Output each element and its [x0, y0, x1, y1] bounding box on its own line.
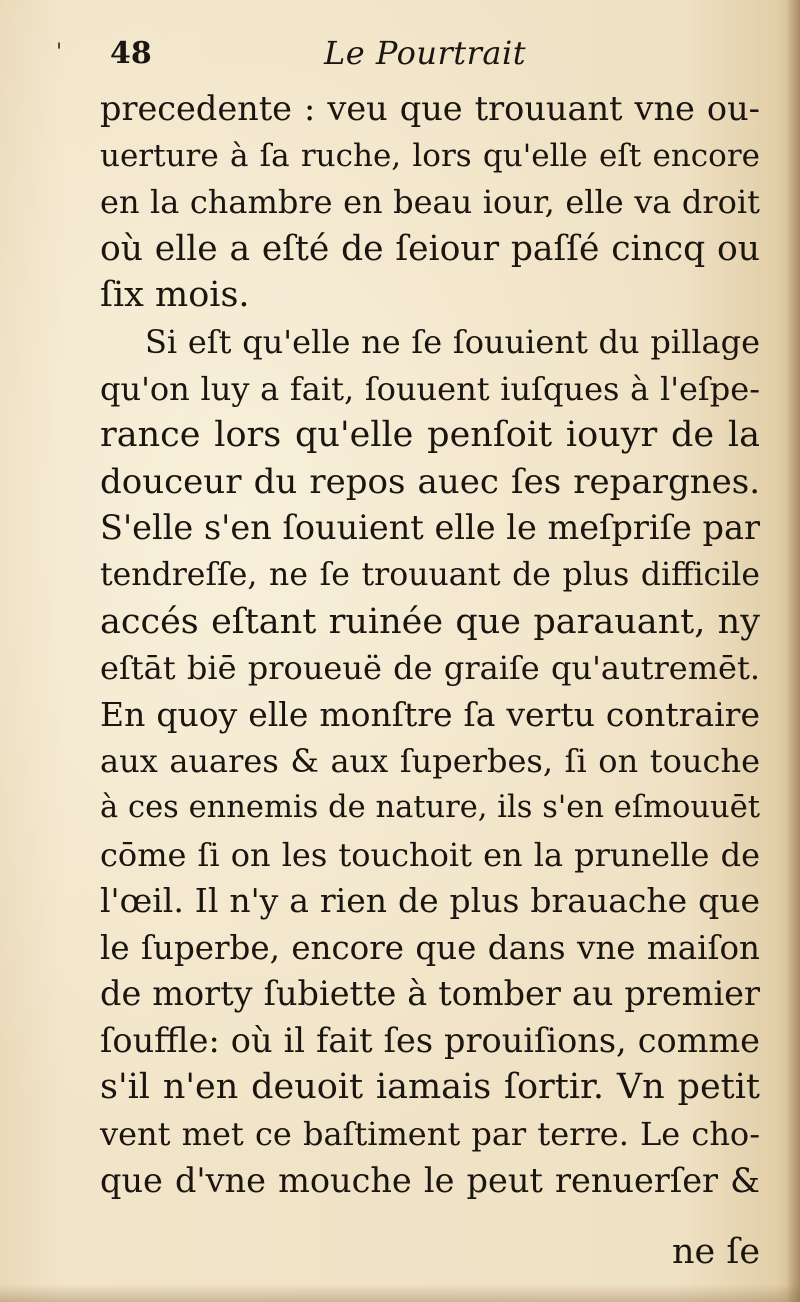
- page-header: [98, 30, 758, 80]
- text-line: qu'on luy a fait, ſouuent iuſques à l'eſpe-: [100, 369, 760, 408]
- text-line: l'œil. Il n'y a rien de plus brauache que: [100, 881, 760, 921]
- text-line: à ces ennemis de nature, ils s'en eſmouuēt: [100, 789, 760, 825]
- text-line: Si eſt qu'elle ne ſe ſouuient du pillage: [145, 322, 760, 361]
- text-line: S'elle s'en ſouuient elle le meſpriſe par: [100, 508, 760, 548]
- text-line: où elle a eſté de ſeiour paſſé cincq ou: [100, 228, 760, 269]
- text-line: cōme ſi on les touchoit en la prunelle de: [100, 835, 760, 874]
- text-line: eſtāt biē proueuë de graiſe qu'autremēt.: [100, 649, 760, 688]
- text-line: uerture à ſa ruche, lors qu'elle eſt encore: [100, 137, 760, 174]
- text-line: accés eſtant ruinée que parauant, ny: [100, 601, 760, 642]
- catchword: ne ſe: [672, 1232, 761, 1272]
- text-line: douceur du repos auec ſes repargnes.: [100, 461, 760, 502]
- text-line: ſouffle: où il fait ſes prouiſions, comme: [100, 1020, 760, 1060]
- text-line: precedente : veu que trouuant vne ou-: [100, 89, 760, 128]
- text-line: tendreſſe, ne ſe trouuant de plus difficile: [100, 556, 760, 593]
- text-line: En quoy elle monſtre ſa vertu contraire: [100, 694, 760, 734]
- running-title: Le Pourtrait: [324, 34, 527, 72]
- page-number: 48: [110, 36, 152, 71]
- text-line: s'il n'en deuoit iamais ſortir. Vn petit: [100, 1067, 760, 1108]
- body-text: [100, 86, 760, 1204]
- page-edge-shadow: [786, 0, 800, 1302]
- text-line: en la chambre en beau iour, elle va droit: [100, 183, 760, 222]
- text-line: rance lors qu'elle penſoit iouyr de la: [100, 415, 760, 456]
- text-line: ſix mois.: [100, 275, 250, 316]
- text-line: de morty ſubiette à tomber au premier: [100, 974, 760, 1014]
- text-line: vent met ce baſtiment par terre. Le cho-: [100, 1115, 760, 1154]
- page-bottom-shadow: [0, 1284, 800, 1302]
- text-line: le ſuperbe, encore que dans vne maiſon: [100, 928, 760, 967]
- text-line: que d'vne mouche le peut renuerſer &: [100, 1160, 760, 1200]
- margin-mark: ': [56, 40, 63, 65]
- text-line: aux auares & aux ſuperbes, ſi on touche: [100, 742, 760, 781]
